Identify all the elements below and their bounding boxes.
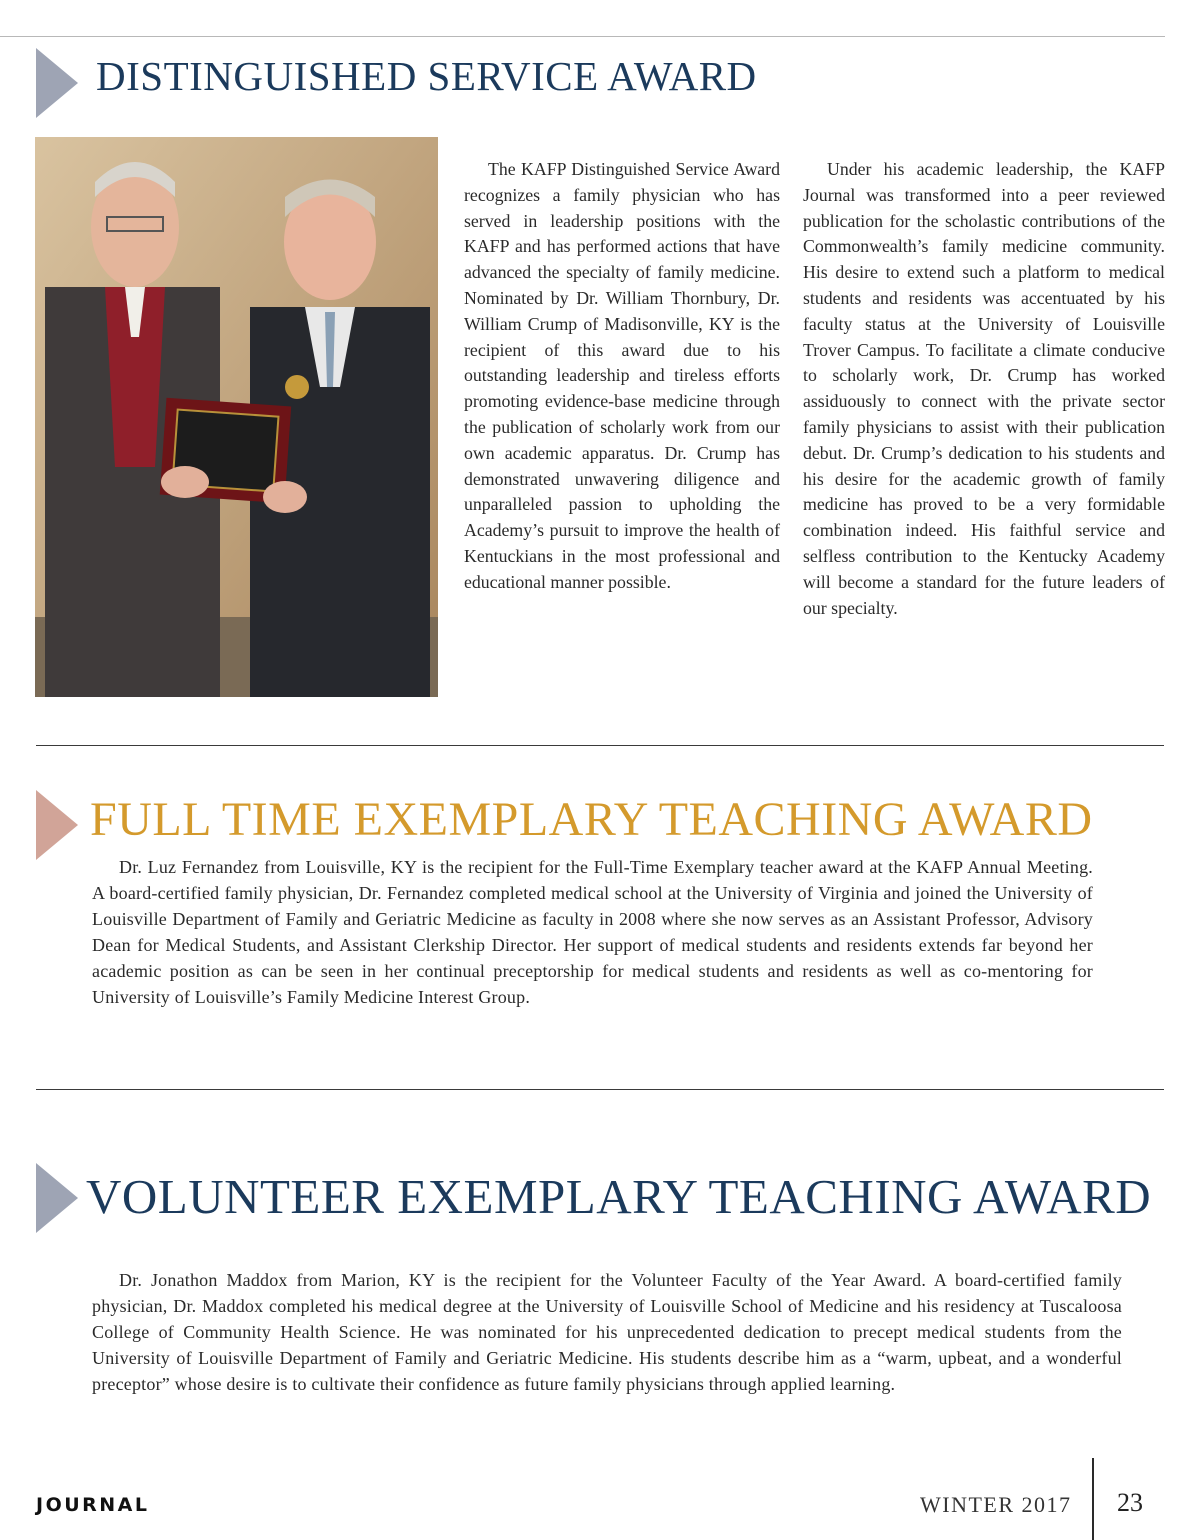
journal-wordmark: JOURNAL — [36, 1494, 150, 1516]
section3-paragraph: Dr. Jonathon Maddox from Marion, KY is the recipient for the Volunteer Faculty of the Year Award. A board-certified family physician, Dr. Maddox completed his medical degree at the University of Louisville School of Medicine and his residency at Tuscaloosa College of Community Health Science. He was nominated for his unprecedented dedication to precept medical students from the University of Louisville Department of Family and Geriatric Medicine. His students describe him as a “warm, upbeat, and a wonderful preceptor” whose desire is to cultivate their confidence as future family physicians through applied learning. — [92, 1270, 1122, 1394]
section-title-distinguished-service: DISTINGUISHED SERVICE AWARD — [96, 53, 757, 99]
page-number: 23 — [1117, 1488, 1143, 1517]
award-photo-illustration — [35, 137, 438, 697]
triangle-arrow-icon — [36, 790, 78, 860]
section-divider-1 — [36, 745, 1164, 746]
triangle-arrow-icon — [36, 1163, 78, 1233]
issue-label: WINTER 2017 — [920, 1492, 1072, 1517]
section1-column-left — [464, 157, 780, 596]
triangle-arrow-icon — [36, 48, 78, 118]
section-title-volunteer-teaching: VOLUNTEER EXEMPLARY TEACHING AWARD — [86, 1169, 1152, 1224]
section2-paragraph: Dr. Luz Fernandez from Louisville, KY is the recipient for the Full-Time Exemplary teacher award at the KAFP Annual Meeting. A board-certified family physician, Dr. Fernandez completed medical school at the University of Virginia and joined the University of Louisville Department of Family and Geriatric Medicine as faculty in 2008 where she now serves as an Assistant Professor, Advisory Dean for Medical Students, and Assistant Clerkship Director. Her support of medical students and residents extends far beyond her academic position as can be seen in her continual preceptorship for medical students and residents as well as co-mentoring for University of Louisville’s Family Medicine Interest Group. — [92, 857, 1093, 1007]
section1-paragraph-2: Under his academic leadership, the KAFP Journal was transformed into a peer reviewed publication for the scholastic contributions of the Commonwealth’s family medicine community. His desire to extend such a platform to medical students and residents was accentuated by his faculty status at the University of Louisville Trover Campus. To facilitate a climate conducive to scholarly work, Dr. Crump has worked assiduously to connect with the private sector family physicians to assist with their publication debut. Dr. Crump’s dedication to his students and his desire for the academic growth of family medicine has proved to be a very formidable combination indeed. His faithful service and selfless contribution to the Kentucky Academy will become a standard for the future leaders of our specialty. — [803, 159, 1165, 618]
award-photo — [35, 137, 438, 697]
footer-divider — [1092, 1458, 1094, 1540]
section-title-full-time-teaching: FULL TIME EXEMPLARY TEACHING AWARD — [90, 793, 1093, 846]
section1-column-right — [803, 157, 1165, 621]
section1-paragraph-1: The KAFP Distinguished Service Award recognizes a family physician who has served in leadership positions with the KAFP and has performed actions that have advanced the specialty of family medicine. Nominated by Dr. William Thornbury, Dr. William Crump of Madisonville, KY is the recipient of this award due to his outstanding leadership and tireless efforts promoting evidence-base medicine through the publication of scholarly work from our own academic apparatus. Dr. Crump has demonstrated unwavering diligence and unparalleled passion to upholding the Academy’s pursuit to improve the health of Kentuckians in the most professional and educational manner possible. — [464, 159, 780, 592]
section-divider-2 — [36, 1089, 1164, 1090]
top-rule — [0, 36, 1165, 37]
